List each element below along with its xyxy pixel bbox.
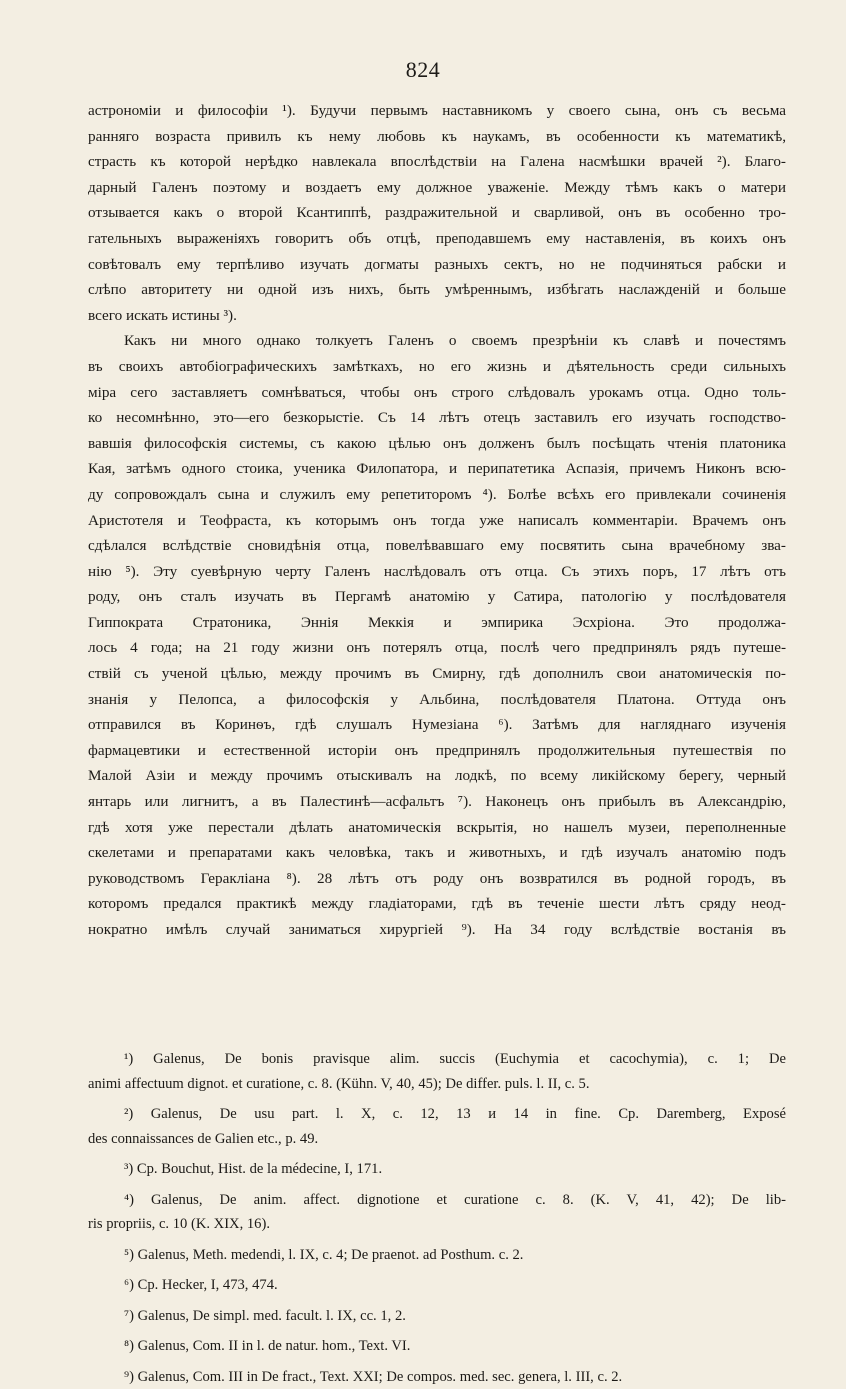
footnote xyxy=(88,1273,786,1298)
text-line: которомъ предался практикѣ между гладіаторами, гдѣ въ теченіе шести лѣтъ сряду неод- xyxy=(88,891,786,917)
text-line: ствій съ ученой цѣлью, между прочимъ въ Смирну, гдѣ дополнилъ свои анатомическія по- xyxy=(88,661,786,687)
text-line: всего искать истины ³). xyxy=(88,303,786,329)
text-line: Какъ ни много однако толкуетъ Галенъ о своемъ презрѣніи къ славѣ и почестямъ xyxy=(88,328,786,354)
text-line: скелетами и препаратами какъ человѣка, такъ и животныхъ, и гдѣ изучалъ анатомію подъ xyxy=(88,840,786,866)
text-line: въ своихъ автобіографическихъ замѣткахъ, но его жизнь и дѣятельность среди сильныхъ xyxy=(88,354,786,380)
text-line: Малой Азіи и между прочимъ отыскивалъ на лодкѣ, по всему ликійскому берегу, черный xyxy=(88,763,786,789)
footnote-line: ⁵) Galenus, Meth. medendi, l. IX, c. 4; De praenot. ad Posthum. c. 2. xyxy=(88,1243,786,1268)
text-line: ко несомнѣнно, это—его безкорыстіе. Съ 14 лѣтъ отецъ заставилъ его изучать господство- xyxy=(88,405,786,431)
footnote xyxy=(88,1243,786,1268)
footnote xyxy=(88,1047,786,1096)
text-line: міра сего заставляетъ сомнѣваться, чтобы онъ строго слѣдовалъ урокамъ отца. Одно толь- xyxy=(88,380,786,406)
footnote-line: ⁶) Cp. Hecker, I, 473, 474. xyxy=(88,1273,786,1298)
text-line: нократно имѣлъ случай заниматься хирургіей ⁹). На 34 году вслѣдствіе востанія въ xyxy=(88,917,786,943)
text-line: фармацевтики и естественной исторіи онъ предпринялъ продолжительныя путешествія по xyxy=(88,738,786,764)
footnote xyxy=(88,1334,786,1359)
main-text xyxy=(88,98,786,943)
footnote xyxy=(88,1365,786,1389)
text-line: знанія у Пелопса, а философскія у Альбина, послѣдователя Платона. Оттуда онъ xyxy=(88,687,786,713)
text-line: Аристотеля и Теофраста, къ которымъ онъ тогда уже написалъ комментаріи. Врачемъ онъ xyxy=(88,508,786,534)
text-line: отзывается какъ о второй Ксантиппѣ, раздражительной и сварливой, онъ въ особенно тро- xyxy=(88,200,786,226)
footnote xyxy=(88,1188,786,1237)
text-line: гдѣ хотя уже перестали дѣлать анатомическія вскрытія, но нашелъ музеи, переполненные xyxy=(88,815,786,841)
text-line: совѣтовалъ ему терпѣливо изучать догматы разныхъ сектъ, но не подчиняться рабски и xyxy=(88,252,786,278)
footnote-line: animi affectuum dignot. et curatione, c. 8. (Kühn. V, 40, 45); De differ. puls. l. II, c. 5. xyxy=(88,1072,786,1097)
text-line: Гиппократа Стратоника, Эннія Меккія и эмпирика Эсхріона. Это продолжа- xyxy=(88,610,786,636)
footnote-line: ¹) Galenus, De bonis pravisque alim. succis (Euchymia et cacochymia), c. 1; De xyxy=(88,1047,786,1072)
text-line: отправился въ Коринѳъ, гдѣ слушалъ Нумезіана ⁶). Затѣмъ для нагляднаго изученія xyxy=(88,712,786,738)
footnote-line: ris propriis, c. 10 (K. XIX, 16). xyxy=(88,1212,786,1237)
footnote xyxy=(88,1304,786,1329)
text-line: вавшія философскія системы, съ какою цѣлью онъ долженъ былъ посѣщать чтенія платоника xyxy=(88,431,786,457)
page-number: 824 xyxy=(0,57,846,83)
footnote xyxy=(88,1157,786,1182)
text-line: янтарь или лигнитъ, а въ Палестинѣ—асфальтъ ⁷). Наконецъ онъ прибылъ въ Александрію, xyxy=(88,789,786,815)
footnote-line: ²) Galenus, De usu part. l. X, c. 12, 13 и 14 in fine. Cp. Daremberg, Exposé xyxy=(88,1102,786,1127)
footnotes xyxy=(88,1047,786,1389)
text-line: роду, онъ сталъ изучать въ Пергамѣ анатомію у Сатира, патологію у послѣдователя xyxy=(88,584,786,610)
footnote-line: ⁷) Galenus, De simpl. med. facult. l. IX, cc. 1, 2. xyxy=(88,1304,786,1329)
text-line: гательныхъ выраженіяхъ говоритъ объ отцѣ, преподавшемъ ему наставленія, въ коихъ онъ xyxy=(88,226,786,252)
footnote-line: des connaissances de Galien etc., p. 49. xyxy=(88,1127,786,1152)
text-line: астрономіи и философіи ¹). Будучи первымъ наставникомъ у своего сына, онъ съ весьма xyxy=(88,98,786,124)
footnote-line: ⁴) Galenus, De anim. affect. dignotione et curatione c. 8. (K. V, 41, 42); De lib- xyxy=(88,1188,786,1213)
text-line: ранняго возраста привилъ къ нему любовь къ наукамъ, въ особенности къ математикѣ, xyxy=(88,124,786,150)
text-line: руководствомъ Геракліана ⁸). 28 лѣтъ отъ роду онъ возвратился въ родной городъ, въ xyxy=(88,866,786,892)
text-line: страсть къ которой нерѣдко навлекала впослѣдствіи на Галена насмѣшки врачей ²). Благо- xyxy=(88,149,786,175)
text-line: слѣпо авторитету ни одной изъ нихъ, быть умѣреннымъ, избѣгать наслажденій и больше xyxy=(88,277,786,303)
footnote-line: ³) Cp. Bouchut, Hist. de la médecine, I, 171. xyxy=(88,1157,786,1182)
text-line: лось 4 года; на 21 году жизни онъ потерялъ отца, послѣ чего предпринялъ рядъ путеше- xyxy=(88,635,786,661)
text-line: нію ⁵). Эту суевѣрную черту Галенъ наслѣдовалъ отъ отца. Съ этихъ поръ, 17 лѣтъ отъ xyxy=(88,559,786,585)
text-line: сдѣлался вслѣдствіе сновидѣнія отца, повелѣвавшаго ему посвятить сына врачебному зва- xyxy=(88,533,786,559)
footnote-line: ⁸) Galenus, Com. II in l. de natur. hom., Text. VI. xyxy=(88,1334,786,1359)
text-line: дарный Галенъ поэтому и воздаетъ ему должное уваженіе. Между тѣмъ какъ о матери xyxy=(88,175,786,201)
text-line: ду сопровождалъ сына и служилъ ему репетиторомъ ⁴). Болѣе всѣхъ его привлекали сочиненія xyxy=(88,482,786,508)
footnote xyxy=(88,1102,786,1151)
text-line: Кая, затѣмъ одного стоика, ученика Филопатора, и перипатетика Аспазія, причемъ Никонъ всю- xyxy=(88,456,786,482)
footnote-line: ⁹) Galenus, Com. III in De fract., Text. XXI; De compos. med. sec. genera, l. III, c. 2. xyxy=(88,1365,786,1389)
